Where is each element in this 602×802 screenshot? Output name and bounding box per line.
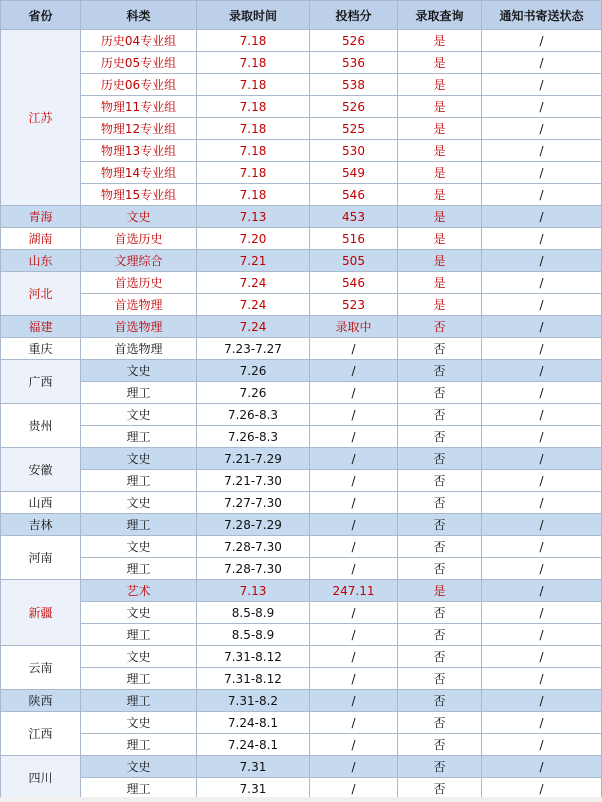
table-row <box>1 96 602 118</box>
query-cell: 否 <box>398 338 482 360</box>
subject-cell: 理工 <box>81 426 197 448</box>
query-cell: 否 <box>398 536 482 558</box>
score-cell: 453 <box>310 206 398 228</box>
admission-time-cell: 7.26 <box>197 382 310 404</box>
notice-status-cell: / <box>482 382 602 404</box>
subject-cell: 理工 <box>81 734 197 756</box>
table-row <box>1 756 602 778</box>
notice-status-cell: / <box>482 756 602 778</box>
table-row <box>1 426 602 448</box>
admission-time-cell: 7.18 <box>197 118 310 140</box>
notice-status-cell: / <box>482 558 602 580</box>
notice-status-cell: / <box>482 118 602 140</box>
score-cell: / <box>310 690 398 712</box>
province-cell: 江苏 <box>1 30 81 206</box>
table-row <box>1 580 602 602</box>
table-row <box>1 360 602 382</box>
notice-status-cell: / <box>482 52 602 74</box>
admission-time-cell: 7.26 <box>197 360 310 382</box>
header-score: 投档分 <box>310 1 398 30</box>
province-cell: 重庆 <box>1 338 81 360</box>
subject-cell: 理工 <box>81 514 197 536</box>
subject-cell: 理工 <box>81 624 197 646</box>
score-cell: / <box>310 734 398 756</box>
query-cell: 是 <box>398 580 482 602</box>
province-cell: 福建 <box>1 316 81 338</box>
score-cell: / <box>310 646 398 668</box>
subject-cell: 文史 <box>81 448 197 470</box>
query-cell: 是 <box>398 74 482 96</box>
table-row <box>1 536 602 558</box>
score-cell: 538 <box>310 74 398 96</box>
score-cell: 516 <box>310 228 398 250</box>
table-row <box>1 74 602 96</box>
query-cell: 是 <box>398 228 482 250</box>
subject-cell: 理工 <box>81 690 197 712</box>
subject-cell: 文史 <box>81 360 197 382</box>
score-cell: 546 <box>310 272 398 294</box>
header-admission-time: 录取时间 <box>197 1 310 30</box>
province-cell: 广西 <box>1 360 81 404</box>
subject-cell: 首选历史 <box>81 272 197 294</box>
query-cell: 否 <box>398 404 482 426</box>
admission-time-cell: 7.21-7.30 <box>197 470 310 492</box>
table-body <box>1 30 602 800</box>
admission-time-cell: 7.24 <box>197 272 310 294</box>
score-cell: / <box>310 536 398 558</box>
table-row <box>1 162 602 184</box>
score-cell: / <box>310 492 398 514</box>
admission-time-cell: 7.28-7.30 <box>197 558 310 580</box>
query-cell: 否 <box>398 360 482 382</box>
notice-status-cell: / <box>482 448 602 470</box>
province-cell: 四川 <box>1 756 81 800</box>
notice-status-cell: / <box>482 646 602 668</box>
notice-status-cell: / <box>482 228 602 250</box>
admission-time-cell: 8.5-8.9 <box>197 624 310 646</box>
admission-time-cell: 7.23-7.27 <box>197 338 310 360</box>
query-cell: 否 <box>398 448 482 470</box>
subject-cell: 文史 <box>81 492 197 514</box>
subject-cell: 物理12专业组 <box>81 118 197 140</box>
score-cell: / <box>310 338 398 360</box>
notice-status-cell: / <box>482 162 602 184</box>
score-cell: / <box>310 778 398 800</box>
subject-cell: 历史06专业组 <box>81 74 197 96</box>
subject-cell: 物理11专业组 <box>81 96 197 118</box>
query-cell: 否 <box>398 712 482 734</box>
notice-status-cell: / <box>482 316 602 338</box>
score-cell: 536 <box>310 52 398 74</box>
score-cell: / <box>310 470 398 492</box>
admission-time-cell: 7.27-7.30 <box>197 492 310 514</box>
table-row <box>1 140 602 162</box>
table-row <box>1 558 602 580</box>
notice-status-cell: / <box>482 360 602 382</box>
table-row <box>1 448 602 470</box>
subject-cell: 首选历史 <box>81 228 197 250</box>
notice-status-cell: / <box>482 426 602 448</box>
subject-cell: 理工 <box>81 778 197 800</box>
score-cell: 526 <box>310 30 398 52</box>
header-subject: 科类 <box>81 1 197 30</box>
province-cell: 河北 <box>1 272 81 316</box>
notice-status-cell: / <box>482 404 602 426</box>
score-cell: / <box>310 360 398 382</box>
query-cell: 是 <box>398 118 482 140</box>
table-row <box>1 184 602 206</box>
query-cell: 否 <box>398 734 482 756</box>
query-cell: 否 <box>398 778 482 800</box>
subject-cell: 理工 <box>81 558 197 580</box>
notice-status-cell: / <box>482 74 602 96</box>
notice-status-cell: / <box>482 470 602 492</box>
admission-time-cell: 7.26-8.3 <box>197 404 310 426</box>
table-row <box>1 712 602 734</box>
table-row <box>1 294 602 316</box>
table-row <box>1 228 602 250</box>
notice-status-cell: / <box>482 294 602 316</box>
subject-cell: 文史 <box>81 206 197 228</box>
query-cell: 否 <box>398 624 482 646</box>
subject-cell: 理工 <box>81 668 197 690</box>
admission-time-cell: 7.31 <box>197 756 310 778</box>
subject-cell: 首选物理 <box>81 338 197 360</box>
table-row <box>1 492 602 514</box>
subject-cell: 物理15专业组 <box>81 184 197 206</box>
province-cell: 吉林 <box>1 514 81 536</box>
score-cell: 525 <box>310 118 398 140</box>
table-row <box>1 316 602 338</box>
query-cell: 是 <box>398 272 482 294</box>
province-cell: 新疆 <box>1 580 81 646</box>
notice-status-cell: / <box>482 580 602 602</box>
query-cell: 是 <box>398 294 482 316</box>
admission-time-cell: 7.18 <box>197 162 310 184</box>
admission-time-cell: 7.13 <box>197 206 310 228</box>
admission-time-cell: 7.21-7.29 <box>197 448 310 470</box>
notice-status-cell: / <box>482 690 602 712</box>
score-cell: 523 <box>310 294 398 316</box>
query-cell: 否 <box>398 668 482 690</box>
subject-cell: 文理综合 <box>81 250 197 272</box>
subject-cell: 文史 <box>81 712 197 734</box>
subject-cell: 历史05专业组 <box>81 52 197 74</box>
table-row <box>1 338 602 360</box>
subject-cell: 首选物理 <box>81 316 197 338</box>
query-cell: 否 <box>398 558 482 580</box>
table-row <box>1 602 602 624</box>
admission-time-cell: 7.26-8.3 <box>197 426 310 448</box>
notice-status-cell: / <box>482 250 602 272</box>
admission-time-cell: 7.31-8.12 <box>197 646 310 668</box>
province-cell: 陕西 <box>1 690 81 712</box>
province-cell: 河南 <box>1 536 81 580</box>
header-province: 省份 <box>1 1 81 30</box>
table-row <box>1 206 602 228</box>
table-row <box>1 272 602 294</box>
subject-cell: 理工 <box>81 470 197 492</box>
query-cell: 否 <box>398 602 482 624</box>
score-cell: 549 <box>310 162 398 184</box>
query-cell: 是 <box>398 250 482 272</box>
province-cell: 山西 <box>1 492 81 514</box>
notice-status-cell: / <box>482 96 602 118</box>
table-row <box>1 52 602 74</box>
admission-time-cell: 7.28-7.29 <box>197 514 310 536</box>
notice-status-cell: / <box>482 536 602 558</box>
notice-status-cell: / <box>482 184 602 206</box>
subject-cell: 文史 <box>81 404 197 426</box>
score-cell: / <box>310 448 398 470</box>
notice-status-cell: / <box>482 778 602 800</box>
header-notice-status: 通知书寄送状态 <box>482 1 602 30</box>
subject-cell: 物理14专业组 <box>81 162 197 184</box>
query-cell: 否 <box>398 470 482 492</box>
score-cell: / <box>310 712 398 734</box>
notice-status-cell: / <box>482 624 602 646</box>
table-row <box>1 250 602 272</box>
score-cell: 505 <box>310 250 398 272</box>
table-row <box>1 624 602 646</box>
query-cell: 否 <box>398 492 482 514</box>
query-cell: 否 <box>398 382 482 404</box>
subject-cell: 文史 <box>81 602 197 624</box>
province-cell: 山东 <box>1 250 81 272</box>
table-row <box>1 470 602 492</box>
admission-time-cell: 7.28-7.30 <box>197 536 310 558</box>
table-row <box>1 404 602 426</box>
notice-status-cell: / <box>482 734 602 756</box>
admission-time-cell: 7.18 <box>197 74 310 96</box>
score-cell: / <box>310 624 398 646</box>
query-cell: 否 <box>398 426 482 448</box>
admission-time-cell: 7.18 <box>197 184 310 206</box>
score-cell: 录取中 <box>310 316 398 338</box>
admission-time-cell: 7.18 <box>197 30 310 52</box>
table-row <box>1 118 602 140</box>
province-cell: 江西 <box>1 712 81 756</box>
admission-time-cell: 7.21 <box>197 250 310 272</box>
notice-status-cell: / <box>482 668 602 690</box>
province-cell: 青海 <box>1 206 81 228</box>
subject-cell: 首选物理 <box>81 294 197 316</box>
admission-time-cell: 7.18 <box>197 140 310 162</box>
score-cell: 247.11 <box>310 580 398 602</box>
province-cell: 云南 <box>1 646 81 690</box>
table-row <box>1 30 602 52</box>
score-cell: / <box>310 382 398 404</box>
notice-status-cell: / <box>482 338 602 360</box>
notice-status-cell: / <box>482 712 602 734</box>
query-cell: 是 <box>398 96 482 118</box>
query-cell: 否 <box>398 690 482 712</box>
admission-time-cell: 8.5-8.9 <box>197 602 310 624</box>
query-cell: 否 <box>398 756 482 778</box>
query-cell: 否 <box>398 316 482 338</box>
header-query: 录取查询 <box>398 1 482 30</box>
admission-time-cell: 7.20 <box>197 228 310 250</box>
subject-cell: 历史04专业组 <box>81 30 197 52</box>
subject-cell: 理工 <box>81 382 197 404</box>
notice-status-cell: / <box>482 140 602 162</box>
query-cell: 是 <box>398 30 482 52</box>
query-cell: 是 <box>398 184 482 206</box>
score-cell: / <box>310 558 398 580</box>
notice-status-cell: / <box>482 206 602 228</box>
admission-time-cell: 7.18 <box>197 96 310 118</box>
subject-cell: 文史 <box>81 536 197 558</box>
admission-time-cell: 7.31-8.12 <box>197 668 310 690</box>
query-cell: 是 <box>398 52 482 74</box>
score-cell: / <box>310 756 398 778</box>
score-cell: / <box>310 668 398 690</box>
header-row <box>1 1 602 30</box>
province-cell: 湖南 <box>1 228 81 250</box>
notice-status-cell: / <box>482 272 602 294</box>
score-cell: 546 <box>310 184 398 206</box>
score-cell: / <box>310 602 398 624</box>
table-row <box>1 382 602 404</box>
admission-time-cell: 7.24-8.1 <box>197 712 310 734</box>
query-cell: 否 <box>398 646 482 668</box>
admission-time-cell: 7.31 <box>197 778 310 800</box>
notice-status-cell: / <box>482 602 602 624</box>
query-cell: 是 <box>398 162 482 184</box>
score-cell: 526 <box>310 96 398 118</box>
admission-time-cell: 7.24-8.1 <box>197 734 310 756</box>
table-row <box>1 668 602 690</box>
table-row <box>1 734 602 756</box>
table-row <box>1 646 602 668</box>
admission-time-cell: 7.13 <box>197 580 310 602</box>
query-cell: 是 <box>398 140 482 162</box>
subject-cell: 文史 <box>81 646 197 668</box>
province-cell: 贵州 <box>1 404 81 448</box>
score-cell: / <box>310 404 398 426</box>
province-cell: 安徽 <box>1 448 81 492</box>
notice-status-cell: / <box>482 30 602 52</box>
admission-time-cell: 7.24 <box>197 316 310 338</box>
notice-status-cell: / <box>482 514 602 536</box>
admission-time-cell: 7.18 <box>197 52 310 74</box>
query-cell: 否 <box>398 514 482 536</box>
notice-status-cell: / <box>482 492 602 514</box>
table-row <box>1 514 602 536</box>
table-row <box>1 690 602 712</box>
admission-time-cell: 7.31-8.2 <box>197 690 310 712</box>
score-cell: / <box>310 514 398 536</box>
subject-cell: 物理13专业组 <box>81 140 197 162</box>
query-cell: 是 <box>398 206 482 228</box>
admission-time-cell: 7.24 <box>197 294 310 316</box>
subject-cell: 文史 <box>81 756 197 778</box>
score-cell: / <box>310 426 398 448</box>
subject-cell: 艺术 <box>81 580 197 602</box>
sheet-bottom-edge <box>0 797 602 802</box>
score-cell: 530 <box>310 140 398 162</box>
